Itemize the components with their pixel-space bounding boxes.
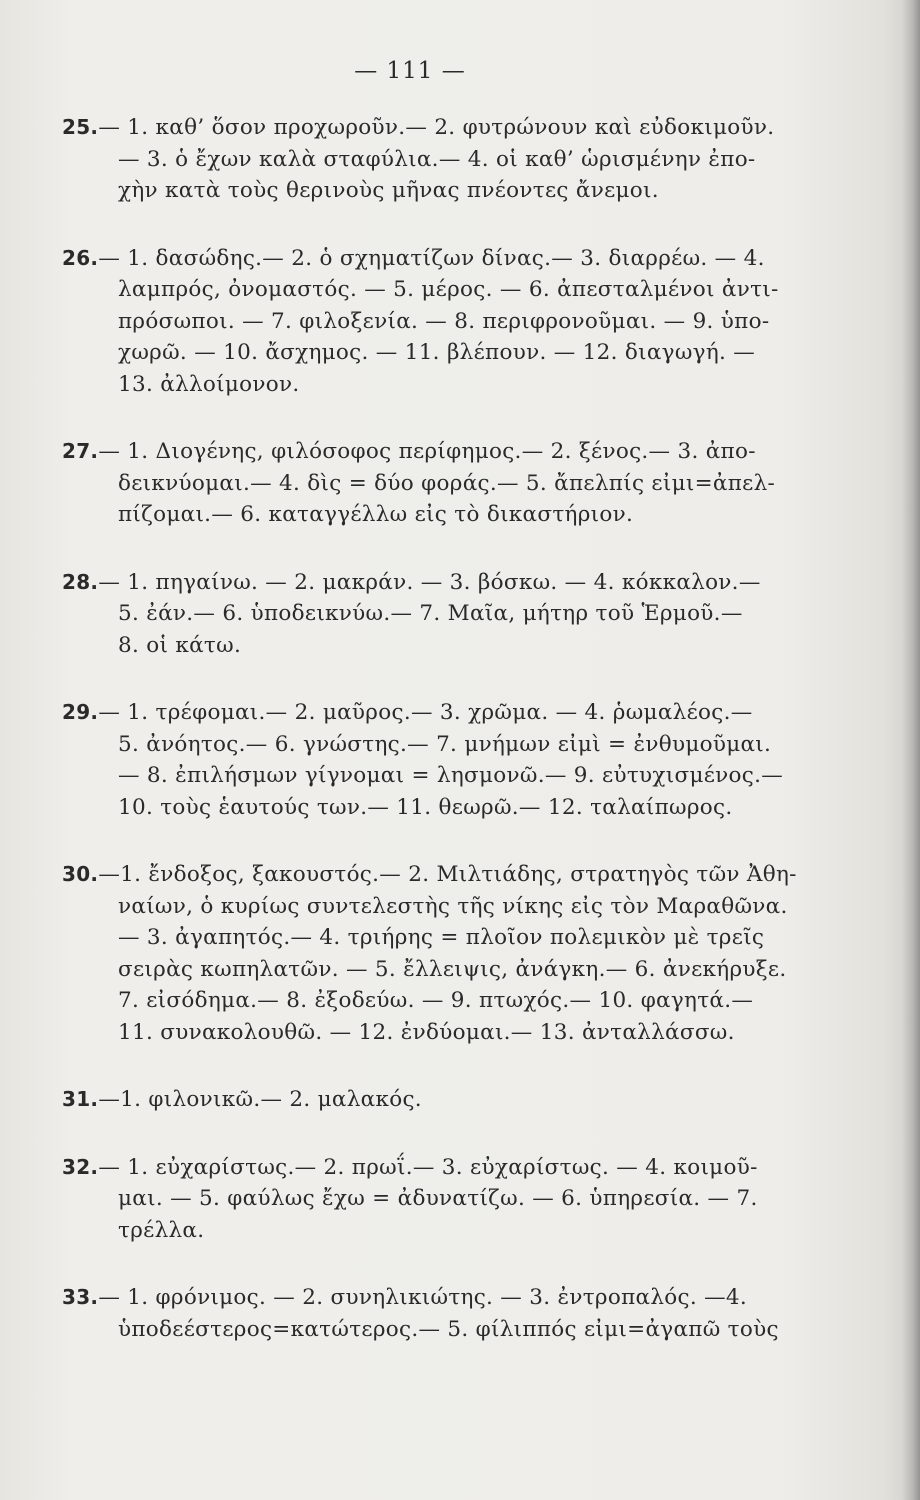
entry-line: — 1. δασώδης.— 2. ὁ σχηματίζων δίνας.— 3. διαρρέω. — 4. <box>98 245 765 271</box>
entry-line: — 1. Διογένης, φιλόσοφος περίφημος.— 2. ξένος.— 3. ἀπο- <box>98 439 756 464</box>
entry-line: μαι. — 5. φαύλως ἔχω = ἀδυνατίζω. — 6. ὑπηρεσία. — 7. <box>118 1186 758 1211</box>
entry-line: —1. ἔνδοξος, ξακουστός.— 2. Μιλτιάδης, στρατηγὸς τῶν Ἀθη- <box>98 862 797 887</box>
entry-number: 32. <box>62 1154 99 1179</box>
entry-25 <box>62 112 797 207</box>
entry-line: πίζομαι.— 6. καταγγέλλω εἰς τὸ δικαστήριον. <box>118 502 634 527</box>
entry-30 <box>62 859 797 1048</box>
entry-line: χωρῶ. — 10. ἄσχημος. — 11. βλέπουν. — 12. διαγωγή. — <box>118 340 756 365</box>
entry-line: πρόσωποι. — 7. φιλοξενία. — 8. περιφρονοῦμαι. — 9. ὑπο- <box>118 308 770 334</box>
entry-line: χὴν κατὰ τοὺς θερινοὺς μῆνας πνέοντες ἄνεμοι. <box>118 178 659 203</box>
entry-line: 10. τοὺς ἑαυτούς των.— 11. θεωρῶ.— 12. ταλαίπωρος. <box>118 794 733 820</box>
entry-32 <box>62 1152 797 1247</box>
entry-line: 5. ἀνόητος.— 6. γνώστης.— 7. μνήμων εἰμὶ = ἐνθυμοῦμαι. <box>118 731 772 757</box>
entry-line: 7. εἰσόδημα.— 8. ἐξοδεύω. — 9. πτωχός.— 10. φαγητά.— <box>118 988 754 1013</box>
entry-line: ναίων, ὁ κυρίως συντελεστὴς τῆς νίκης εἰς τὸν Μαραθῶνα. <box>118 893 788 919</box>
entry-number: 27. <box>62 439 99 463</box>
entry-line: — 8. ἐπιλήσμων γίγνομαι = λησμονῶ.— 9. εὐτυχισμένος.— <box>118 763 784 788</box>
entry-28 <box>62 567 797 662</box>
entry-number: 29. <box>62 700 99 724</box>
entry-26 <box>62 243 797 401</box>
entry-line: — 1. εὐχαρίστως.— 2. πρωΐ.— 3. εὐχαρίστως. — 4. κοιμοῦ- <box>98 1154 758 1180</box>
entry-line: — 3. ὁ ἔχων καλὰ σταφύλια.— 4. οἱ καθ’ ὡρισμένην ἐπο- <box>118 146 756 172</box>
entry-line: σειρὰς κωπηλατῶν. — 5. ἔλλειψις, ἀνάγκη.— 6. ἀνεκήρυξε. <box>118 956 787 982</box>
page-number: — 111 — <box>354 58 466 84</box>
entry-line: 8. οἱ κάτω. <box>118 632 242 658</box>
answer-key <box>62 112 797 1381</box>
entry-31 <box>62 1084 797 1116</box>
entry-line: λαμπρός, ὀνομαστός. — 5. μέρος. — 6. ἀπεσταλμένοι ἀντι- <box>118 277 779 302</box>
entry-line: — 1. τρέφομαι.— 2. μαῦρος.— 3. χρῶμα. — 4. ῥωμαλέος.— <box>98 700 753 725</box>
page-edge-shadow <box>902 0 920 1500</box>
entry-number: 28. <box>62 569 99 594</box>
entry-line: — 3. ἀγαπητός.— 4. τριήρης = πλοῖον πολεμικὸν μὲ τρεῖς <box>118 925 765 950</box>
entry-27 <box>62 436 797 531</box>
entry-line: 13. ἀλλοίμονον. <box>118 371 300 397</box>
entry-number: 33. <box>62 1285 99 1309</box>
entry-line: — 1. καθ’ ὅσον προχωροῦν.— 2. φυτρώνουν καὶ εὐδοκιμοῦν. <box>98 115 775 140</box>
entry-29 <box>62 697 797 823</box>
entry-line: ὑποδεέστερος=κατώτερος.— 5. φίλιππός εἰμι=ἀγαπῶ τοὺς <box>118 1316 779 1342</box>
entry-line: 11. συνακολουθῶ. — 12. ἐνδύομαι.— 13. ἀνταλλάσσω. <box>118 1019 735 1045</box>
entry-number: 25. <box>62 115 99 139</box>
entry-number: 31. <box>62 1087 99 1111</box>
entry-line: δεικνύομαι.— 4. δὶς = δύο φοράς.— 5. ἄπελπίς εἰμι=ἀπελ- <box>118 470 776 496</box>
entry-line: 5. ἐάν.— 6. ὑποδεικνύω.— 7. Μαῖα, μήτηρ τοῦ Ἑρμοῦ.— <box>118 601 743 626</box>
entry-line: τρέλλα. <box>118 1217 205 1243</box>
entry-33 <box>62 1282 797 1345</box>
entry-line: — 1. φρόνιμος. — 2. συνηλικιώτης. — 3. ἐντροπαλός. —4. <box>98 1285 748 1310</box>
entry-line: — 1. πηγαίνω. — 2. μακράν. — 3. βόσκω. — 4. κόκκαλον.— <box>98 569 761 595</box>
entry-line: —1. φιλονικῶ.— 2. μαλακός. <box>98 1087 422 1112</box>
entry-number: 30. <box>62 862 99 886</box>
entry-number: 26. <box>62 245 99 270</box>
